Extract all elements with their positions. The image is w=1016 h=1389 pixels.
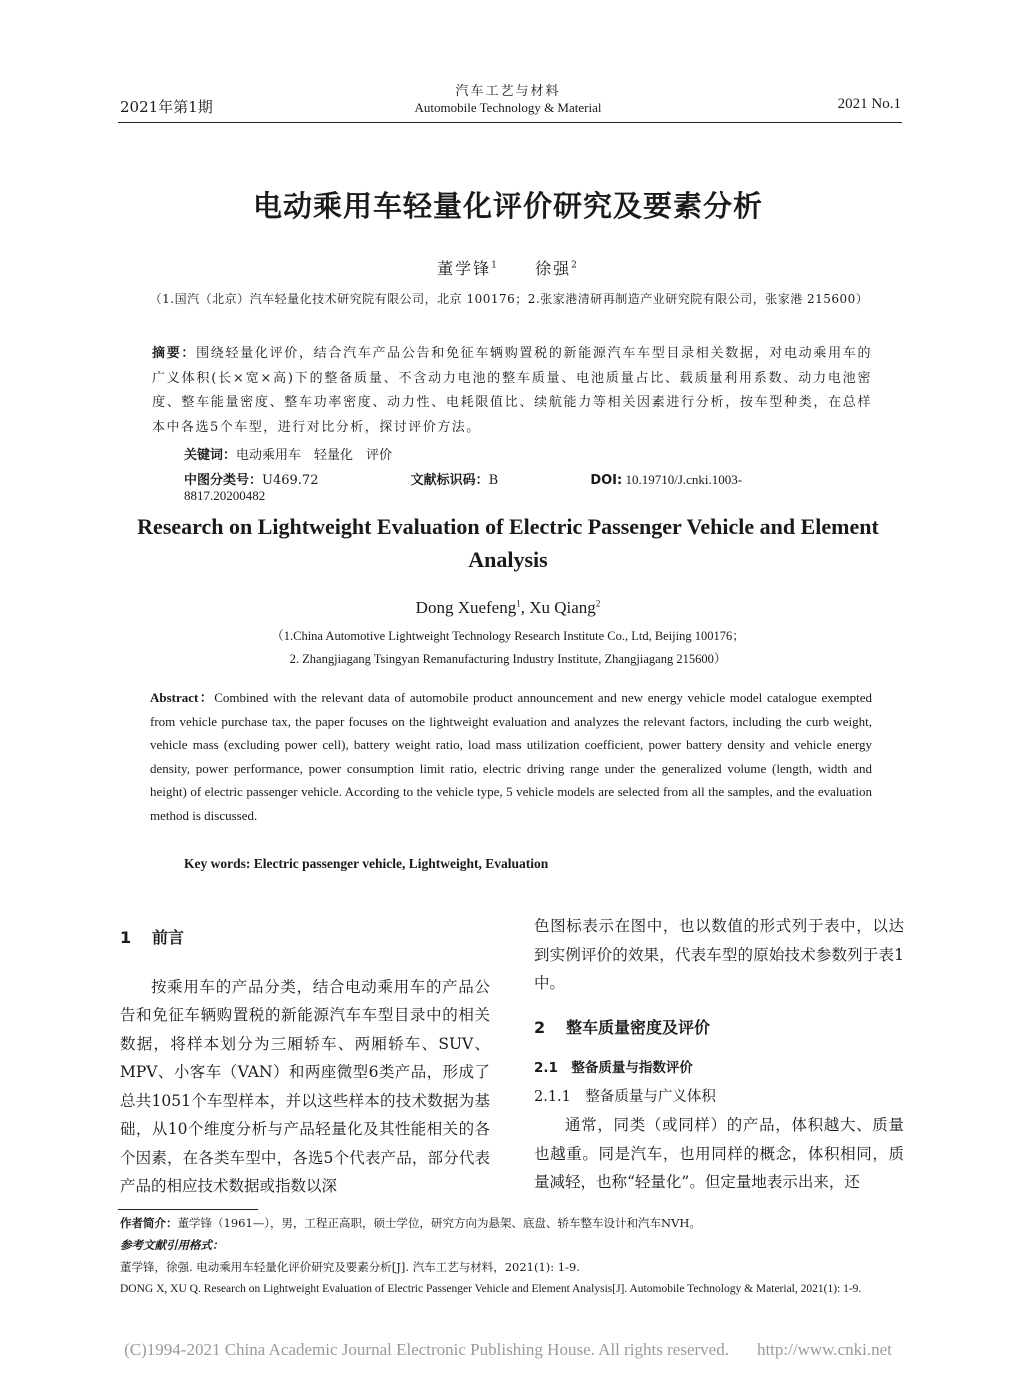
abstract-cn-label: 摘要：	[152, 346, 197, 361]
section-1-paragraph-cont: 色图标表示在图中，也以数值的形式列于表中，以达到实例评价的效果，代表车型的原始技术参数列于表1中。	[534, 917, 904, 992]
paper-title-cn: 电动乘用车轻量化评价研究及要素分析	[252, 189, 763, 223]
author-2-cn: 徐强	[535, 259, 572, 278]
abstract-en-label: Abstract：	[150, 690, 215, 705]
author-2-en-sup: 2	[595, 598, 601, 609]
section-2-1-1-paragraph: 通常，同类（或同样）的产品，体积越大、质量也越重。同是汽车，也用同样的概念，体积相同，质量减轻，也称“轻量化”。但定量地表示出来，还	[534, 1116, 904, 1191]
section-2-1-heading: 2.1 整备质量与指数评价	[534, 1060, 693, 1076]
abstract-cn	[152, 342, 872, 440]
classification-line	[184, 469, 884, 504]
body-right-column	[534, 912, 904, 1197]
paper-title-en: Research on Lightweight Evaluation of Electric Passenger Vehicle and Element Analysis	[137, 514, 879, 572]
section-2-title: 整车质量密度及评价	[566, 1017, 711, 1037]
keywords-en: Key words: Electric passenger vehicle, Lightweight, Evaluation	[184, 856, 549, 871]
journal-name-en: Automobile Technology & Material	[414, 100, 602, 115]
authors-en-sep: ,	[520, 598, 530, 617]
copyright-line	[0, 1340, 1016, 1360]
affiliation-en-line2: 2. Zhangjiagang Tsingyan Remanufacturing Industry Institute, Zhangjiagang 215600）	[289, 652, 727, 666]
footnote-rule	[118, 1209, 258, 1210]
section-1-heading	[120, 924, 490, 953]
author-bio-text: 董学锋（1961—），男，工程正高职，硕士学位，研究方向为悬架、底盘、轿车整车设计和汽车NVH。	[177, 1216, 701, 1230]
section-1-title: 前言	[152, 928, 185, 947]
abstract-cn-text: 围绕轻量化评价，结合汽车产品公告和免征车辆购置税的新能源汽车车型目录相关数据，对电动乘用车的广义体积(长×宽×高)下的整备质量、不含动力电池的整车质量、电池质量占比、载质量利用系数、动力电池密度、整车能量密度、整车功率密度、动力性、电耗限值比、续航能力等相关因素进行分析，按车型种类，在总样本中各选5个车型，进行对比分析，探讨评价方法。	[152, 346, 872, 435]
affiliation-en-line1: （1.China Automotive Lightweight Technology Research Institute Co., Ltd, Beijing 100176；	[271, 629, 745, 643]
citation-format-label: 参考文献引用格式：	[120, 1238, 224, 1252]
affiliation-en	[0, 625, 1016, 671]
author-2-sup: 2	[571, 260, 579, 271]
section-1-number: 1	[120, 928, 132, 947]
section-2-heading	[534, 1014, 904, 1043]
citation-en: DONG X, XU Q. Research on Lightweight Evaluation of Electric Passenger Vehicle and Element Analysis[J]. Automobile Technology & Material, 2021(1): 1-9.	[120, 1283, 862, 1295]
keywords-cn	[184, 444, 392, 463]
abstract-en	[150, 686, 872, 827]
copyright-text: (C)1994-2021 China Academic Journal Electronic Publishing House. All rights reserved.	[124, 1340, 729, 1359]
issue-label-en: 2021 No.1	[837, 96, 901, 112]
authors-en	[0, 598, 1016, 618]
keywords-cn-label: 关键词：	[184, 448, 237, 463]
citation-cn: 董学锋，徐强. 电动乘用车轻量化评价研究及要素分析[J]. 汽车工艺与材料，2021(1): 1-9.	[120, 1260, 580, 1274]
clc-label: 中图分类号：	[184, 473, 263, 488]
header-rule	[118, 122, 902, 123]
abstract-en-text: Combined with the relevant data of automobile product announcement and new energy vehicle model catalogue exempted from vehicle purchase tax, the paper focuses on the lightweight evaluation and analyzes the relevant factors, including the curb weight, vehicle mass (excluding power cell), battery weight ratio, load mass utilization coefficient, power battery density and vehicle energy density, power performance, power consumption limit ratio, electric driving range under the generalized volume (length, width and height) of electric passenger vehicle. According to the vehicle type, 5 vehicle models are selected from all the samples, and the evaluation method is discussed.	[150, 690, 872, 823]
issue-label: 2021年第1期	[120, 98, 213, 116]
author-1-en: Dong Xuefeng	[415, 598, 517, 617]
author-1-sup: 1	[491, 260, 499, 271]
cnki-link[interactable]: http://www.cnki.net	[756, 1340, 892, 1359]
body-left-column	[120, 924, 490, 1201]
section-2-number: 2	[534, 1017, 546, 1037]
keywords-cn-text: 电动乘用车 轻量化 评价	[236, 448, 393, 463]
doi-value: 10.19710/J.cnki.1003-8817.20200482	[184, 472, 743, 503]
journal-name-cn: 汽车工艺与材料	[455, 84, 561, 99]
author-1-en-sup: 1	[516, 598, 521, 609]
section-2-1-1-heading: 2.1.1 整备质量与广义体积	[534, 1088, 716, 1105]
author-bio	[120, 1212, 904, 1234]
affiliation-cn: （1.国汽（北京）汽车轻量化技术研究院有限公司，北京 100176；2.张家港清研再制造产业研究院有限公司，张家港 215600）	[149, 292, 869, 306]
doi-label: DOI:	[590, 473, 623, 488]
authors-cn	[0, 256, 1016, 279]
author-1-cn: 董学锋	[437, 259, 492, 278]
section-1-paragraph: 按乘用车的产品分类，结合电动乘用车的产品公告和免征车辆购置税的新能源汽车车型目录中的相关数据，将样本划分为三厢轿车、两厢轿车、SUV、MPV、小客车（VAN）和两座微型6类产品，形成了总共1051个车型样本，并以这些样本的技术数据为基础，从10个维度分析与产品轻量化及其性能相关的各个因素，在各类车型中，各选5个代表产品，部分代表产品的相应技术数据或指数以深	[120, 977, 490, 1195]
doc-code-label: 文献标识码：	[410, 473, 489, 488]
author-2-en: Xu Qiang	[529, 598, 596, 617]
clc-value: U469.72	[262, 473, 319, 488]
author-bio-label: 作者简介：	[120, 1216, 178, 1230]
doc-code-value: B	[488, 473, 499, 488]
